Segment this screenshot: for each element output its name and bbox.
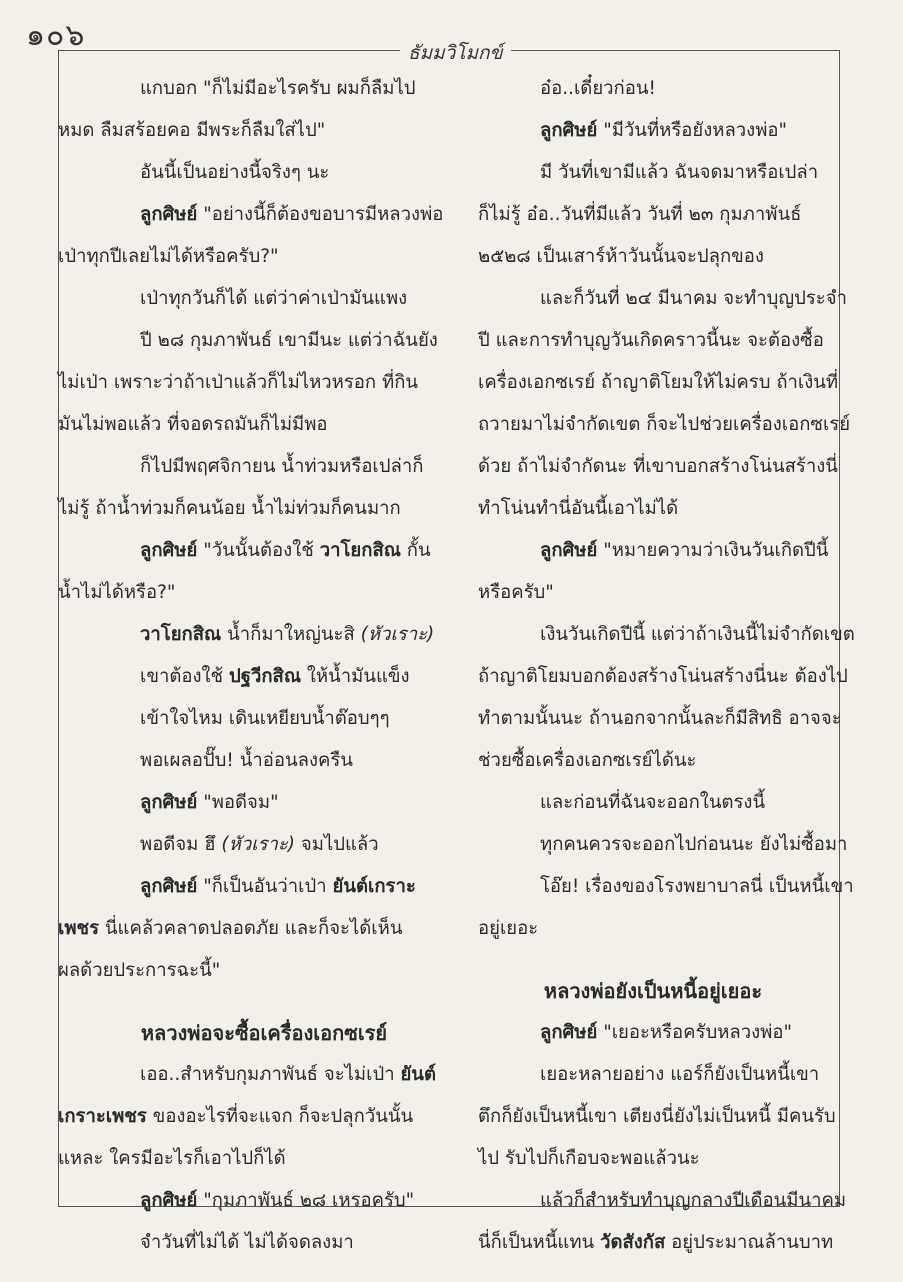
stage-note: (หัวเราะ) xyxy=(360,624,435,645)
dialogue-text: "หมายความว่าเงินวันเกิดปีนี้ xyxy=(597,540,829,561)
text-line: มี วันที่เขามีแล้ว ฉันจดมาหรือเปล่า xyxy=(540,162,819,183)
text-line: และก็วันที่ ๒๔ มีนาคม จะทำบุญประจำ xyxy=(540,288,847,309)
text-line: ด้วย ถ้าไม่จำกัดนะ ที่เขาบอกสร้างโน่นสร้างนี่ xyxy=(478,456,838,477)
text-line: อยู่เยอะ xyxy=(478,918,539,939)
text-line: จำวันที่ไม่ได้ ไม่ได้จดลงมา xyxy=(140,1232,354,1253)
text-line: แหละ ใครมีอะไรก็เอาไปก็ได้ xyxy=(58,1148,286,1169)
text-line xyxy=(78,614,450,656)
speaker-label: ลูกศิษย์ xyxy=(140,876,198,897)
text-line: ถ้าญาติโยมบอกต้องสร้างโน่นสร้างนี่นะ ต้องไป xyxy=(478,666,848,687)
section-heading: หลวงพ่อยังเป็นหนี้อยู่เยอะ xyxy=(543,979,763,1003)
text-line: พอเผลอปั๊บ! น้ำอ่อนลงครืน xyxy=(140,750,353,771)
text-line: ทำโน่นทำนี่อันนี้เอาไม่ได้ xyxy=(478,498,679,519)
text-line: น้ำไม่ได้หรือ?" xyxy=(58,582,176,603)
dialogue-text: กั้น xyxy=(400,540,431,561)
dialogue-text: "พอดีจม" xyxy=(197,792,279,813)
text-line xyxy=(78,656,450,698)
text-line: ทำตามนั้นนะ ถ้านอกจากนั้นละก็มีสิทธิ อาจจะ xyxy=(478,708,842,729)
text-line xyxy=(78,782,450,824)
text-line: ไป รับไปก็เกือบจะพอแล้วนะ xyxy=(478,1148,700,1169)
text-line xyxy=(78,1180,450,1222)
text-line xyxy=(78,530,450,572)
speaker-label: ลูกศิษย์ xyxy=(540,540,598,561)
dialogue-text: เออ..สำหรับกุมภาพันธ์ จะไม่เป่า xyxy=(140,1064,401,1085)
dialogue-text: นี่แคล้วคลาดปลอดภัย และก็จะได้เห็น xyxy=(99,918,403,939)
dialogue-text: ให้น้ำมันแข็ง xyxy=(301,666,410,687)
dialogue-text: "เยอะหรือครับหลวงพ่อ" xyxy=(597,1022,792,1043)
term-bold: ยันต์ xyxy=(400,1064,436,1085)
term-bold: ปฐวีกสิณ xyxy=(229,666,301,687)
text-line: เครื่องเอกซเรย์ ถ้าญาติโยมให้ไม่ครบ ถ้าเงินที่ xyxy=(478,372,839,393)
text-line: ก็ไปมีพฤศจิกายน น้ำท่วมหรือเปล่าก็ xyxy=(140,456,424,477)
text-line: ไม่รู้ ถ้าน้ำท่วมก็คนน้อย น้ำไม่ท่วมก็คนมาก xyxy=(58,498,401,519)
text-line xyxy=(478,1012,828,1054)
text-line xyxy=(478,1222,834,1264)
dialogue-text: "อย่างนี้ก็ต้องขอบารมีหลวงพ่อ xyxy=(197,204,444,225)
dialogue-text: "ก็เป็นอันว่าเป่า xyxy=(197,876,333,897)
speaker-label: ลูกศิษย์ xyxy=(540,120,598,141)
text-line: ก็ไม่รู้ อ๋อ..วันที่มีแล้ว วันที่ ๒๓ กุมภาพันธ์ xyxy=(478,204,802,225)
text-line: โอ๊ย! เรื่องของโรงพยาบาลนี่ เป็นหนี้เขา xyxy=(540,876,854,897)
text-line: เข้าใจไหม เดินเหยียบน้ำต๊อบๆๆ xyxy=(140,708,390,729)
text-line xyxy=(478,530,828,572)
dialogue-text: พอดีจม ฮึ xyxy=(140,834,222,855)
text-line: อ๋อ..เดี๋ยวก่อน! xyxy=(540,78,656,99)
text-line xyxy=(78,194,450,236)
section-heading: หลวงพ่อจะซื้อเครื่องเอกซเรย์ xyxy=(140,1021,388,1045)
dialogue-text: เขาต้องใช้ xyxy=(140,666,229,687)
text-line: แล้วก็สำหรับทำบุญกลางปีเดือนมีนาคม xyxy=(540,1190,847,1211)
running-header: ธัมมวิโมกข์ xyxy=(400,38,511,68)
term-bold: วาโยกสิณ xyxy=(319,540,401,561)
text-line: ปี ๒๘ กุมภาพันธ์ เขามีนะ แต่ว่าฉันยัง xyxy=(140,330,438,351)
text-line: หมด ลืมสร้อยคอ มีพระก็ลืมใส่ไป" xyxy=(58,120,326,141)
text-line xyxy=(478,110,828,152)
dialogue-text: อยู่ประมาณล้านบาท xyxy=(665,1232,834,1253)
text-line xyxy=(58,1096,450,1138)
text-line: เป่าทุกวันก็ได้ แต่ว่าค่าเป่ามันแพง xyxy=(140,288,408,309)
text-line: ทุกคนควรจะออกไปก่อนนะ ยังไม่ซื้อมา xyxy=(540,834,848,855)
speaker-label: ลูกศิษย์ xyxy=(140,792,198,813)
text-line: หรือครับ" xyxy=(478,582,554,603)
text-line xyxy=(58,908,450,950)
text-line: เป่าทุกปีเลยไม่ได้หรือครับ?" xyxy=(58,246,279,267)
term-bold: เพชร xyxy=(58,918,100,939)
speaker-label: ลูกศิษย์ xyxy=(540,1022,598,1043)
term-bold: วัดสังกัส xyxy=(600,1232,666,1253)
text-line: ผลด้วยประการฉะนี้" xyxy=(58,960,221,981)
term-bold: ยันต์เกราะ xyxy=(332,876,416,897)
text-line: ถวายมาไม่จำกัดเขต ก็จะไปช่วยเครื่องเอกซเรย์ xyxy=(478,414,851,435)
text-line xyxy=(78,824,450,866)
stage-note: (หัวเราะ) xyxy=(221,834,296,855)
speaker-label: ลูกศิษย์ xyxy=(140,204,198,225)
text-line: ไม่เป่า เพราะว่าถ้าเป่าแล้วก็ไม่ไหวหรอก ที่กิน xyxy=(58,372,419,393)
text-line: ๒๕๒๘ เป็นเสาร์ห้าวันนั้นจะปลุกของ xyxy=(478,246,764,267)
text-line: เยอะหลายอย่าง แอร์ก็ยังเป็นหนี้เขา xyxy=(540,1064,820,1085)
dialogue-text: น้ำก็มาใหญ่นะสิ xyxy=(221,624,361,645)
term-bold: วาโยกสิณ xyxy=(140,624,222,645)
right-column xyxy=(478,68,855,1264)
text-line xyxy=(78,866,450,908)
dialogue-text: ของอะไรที่จะแจก ก็จะปลุกวันนั้น xyxy=(146,1106,414,1127)
speaker-label: ลูกศิษย์ xyxy=(140,1190,198,1211)
text-line: และก่อนที่ฉันจะออกในตรงนี้ xyxy=(540,792,766,813)
text-line: ตึกก็ยังเป็นหนี้เขา เตียงนี่ยังไม่เป็นหนี้ มีคนรับ xyxy=(478,1106,836,1127)
left-column xyxy=(58,68,450,1264)
text-line: เงินวันเกิดปีนี้ แต่ว่าถ้าเงินนี้ไม่จำกัดเขต xyxy=(540,624,855,645)
term-bold: เกราะเพชร xyxy=(58,1106,147,1127)
text-line: มันไม่พอแล้ว ที่จอดรถมันก็ไม่มีพอ xyxy=(58,414,328,435)
dialogue-text: "วันนั้นต้องใช้ xyxy=(197,540,320,561)
text-line xyxy=(78,1054,450,1096)
text-line: ช่วยซื้อเครื่องเอกซเรย์ได้นะ xyxy=(478,750,697,771)
dialogue-text: "กุมภาพันธ์ ๒๘ เหรอครับ" xyxy=(197,1190,415,1211)
text-line: ปี และการทำบุญวันเกิดคราวนี้นะ จะต้องซื้อ xyxy=(478,330,824,351)
dialogue-text: นี่ก็เป็นหนี้แทน xyxy=(478,1232,601,1253)
page-number: ๑๐๖ xyxy=(26,18,86,53)
section-gap xyxy=(78,992,450,1012)
section-gap xyxy=(478,950,828,970)
text-line: อันนี้เป็นอย่างนี้จริงๆ นะ xyxy=(140,162,330,183)
dialogue-text: จมไปแล้ว xyxy=(295,834,379,855)
text-line: แกบอก "ก็ไม่มีอะไรครับ ผมก็ลืมไป xyxy=(140,78,416,99)
dialogue-text: "มีวันที่หรือยังหลวงพ่อ" xyxy=(597,120,788,141)
speaker-label: ลูกศิษย์ xyxy=(140,540,198,561)
